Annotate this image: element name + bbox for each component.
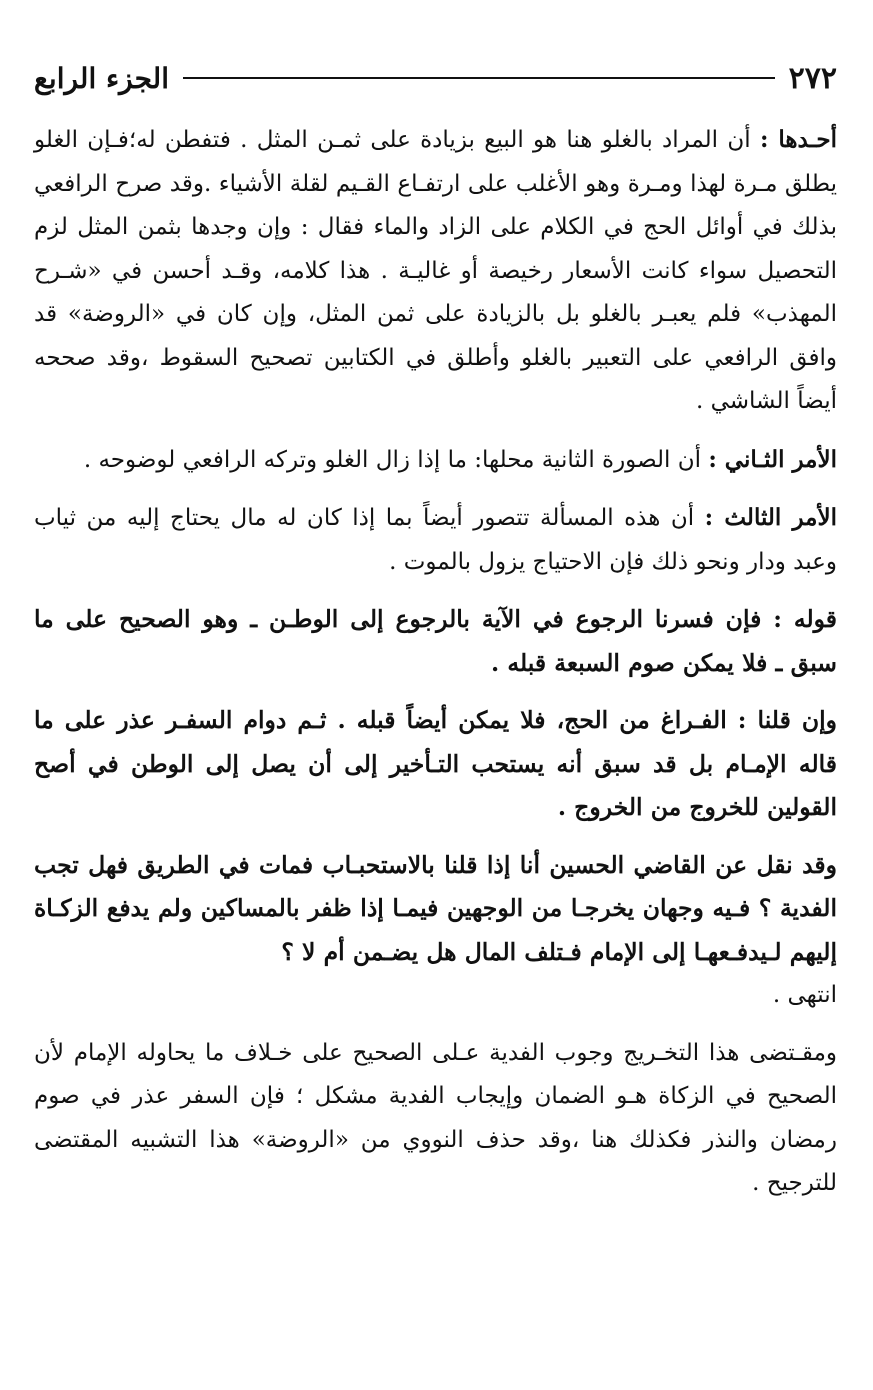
page-body bbox=[34, 118, 837, 1220]
paragraph-lead: أحـدها : bbox=[759, 126, 837, 153]
paragraph-text: أن المراد بالغلو هنا هو البيع بزيادة على ثمـن المثل . فتفطن له؛فـإن الغلو يطلق مـرة لهذا ومـرة وهو الأغلب على ارتفـاع القـيم لقلة الأشياء .وقد صرح الرافعي بذلك في أوائل الحج في الكلام على الزاد والماء فقال : وإن وجدها بثمن المثل لزم التحصيل سواء كانت الأسعار رخيصة أو غاليـة . هذا كلامه، وقـد أحسن في «شـرح المهذب» فلم يعبـر بالغلو بل بالزيادة على ثمن المثل، وإن كان في «الروضة» قد وافق الرافعي على التعبير بالغلو وأطلق في الكتابين تصحيح السقوط ،وقد صححه أيضاً الشاشي . bbox=[34, 127, 837, 414]
header-rule bbox=[183, 77, 775, 79]
paragraph-text: أن الصورة الثانية محلها: ما إذا زال الغلو وتركه الرافعي لوضوحه . bbox=[83, 446, 709, 473]
paragraph-third-matter bbox=[34, 496, 837, 584]
paragraph-text: وإن قلنا : الفـراغ من الحج، فلا يمكن أيضاً قبله . ثـم دوام السفـر عذر على ما قاله الإمـام بل قد سبق أنه يستحب التـأخير إلى أن يصل إلى الوطن في أصح القولين للخروج من الخروج . bbox=[34, 706, 837, 821]
page-number: ٢٧٢ bbox=[788, 60, 837, 96]
paragraph-quote-3 bbox=[34, 844, 837, 975]
paragraph-lead: الأمر الثـاني : bbox=[708, 445, 837, 473]
paragraph-second-matter bbox=[34, 438, 837, 483]
paragraph-text: أن هذه المسألة تتصور أيضاً بما إذا كان له مال يحتاج إليه من ثياب وعبد ودار ونحو ذلك فإن الاحتياج يزول بالموت . bbox=[34, 505, 837, 575]
paragraph-quote-2 bbox=[34, 699, 837, 830]
running-title: الجزء الرابع bbox=[34, 61, 169, 95]
paragraph-text: وقد نقل عن القاضي الحسين أنا إذا قلنا بالاستحبـاب فمات في الطريق فهل تجب الفدية ؟ فـيه وجهان يخرجـا من الوجهين فيمـا إذا ظفر بالمساكين ولم يدفع الزكـاة إليهم لـيدفـعهـا إلى الإمام فـتلف المال هل يضـمن أم لا ؟ bbox=[34, 850, 837, 966]
paragraph-quote-end bbox=[34, 974, 837, 1018]
paragraph-lead: الأمر الثالث : bbox=[704, 504, 837, 531]
paragraph-commentary bbox=[34, 1032, 837, 1206]
page-header bbox=[34, 58, 837, 98]
paragraph-text: قوله : فإن فسرنا الرجوع في الآية بالرجوع إلى الوطـن ـ وهو الصحيح على ما سبق ـ فلا يمكن صوم السبعة قبله . bbox=[34, 605, 837, 677]
paragraph-text: ومقـتضى هذا التخـريج وجوب الفدية عـلى الصحيح على خـلاف ما يحاوله الإمام لأن الصحيح في الزكاة هـو الضمان وإيجاب الفدية مشكل ؛ فإن السفر عذر في صوم رمضان والنذر فكذلك هنا ،وقد حذف النووي من «الروضة» هذا التشبيه المقتضى للترجيح . bbox=[34, 1039, 837, 1196]
paragraph-quote-1 bbox=[34, 598, 837, 685]
paragraph-first-matter bbox=[34, 118, 837, 424]
paragraph-text: انتهى . bbox=[772, 982, 837, 1008]
